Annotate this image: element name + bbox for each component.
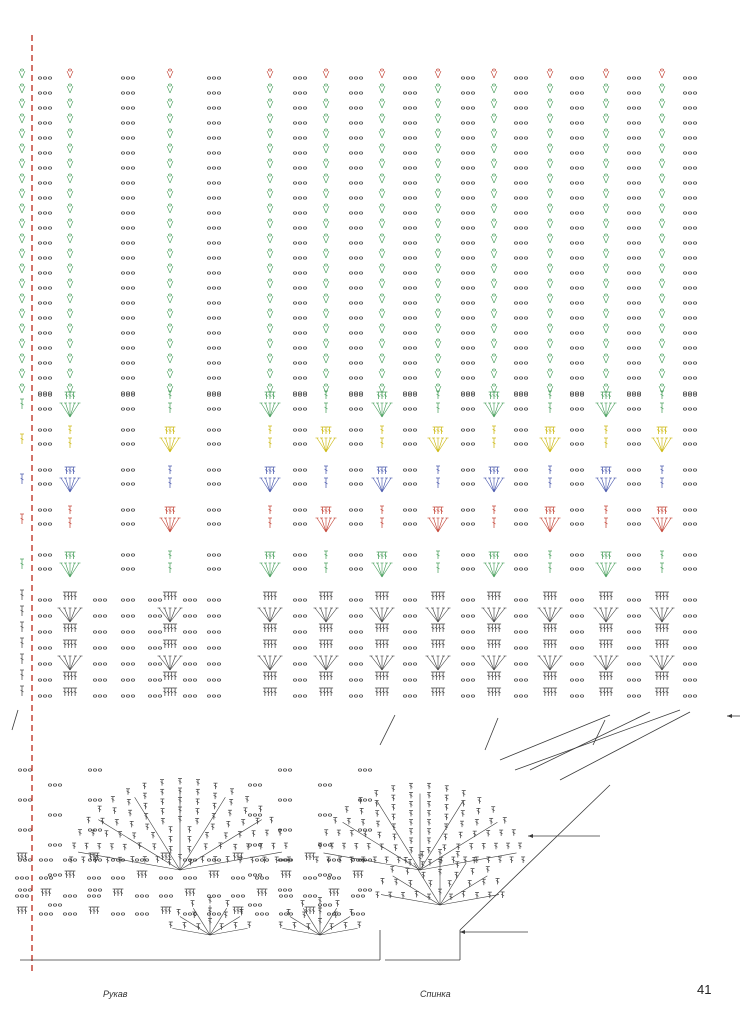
row-marker-arrow-head (727, 714, 732, 718)
upper-pattern-columns (19, 69, 697, 697)
back-label: Спинка (420, 989, 451, 999)
lower-fan-motifs (15, 769, 525, 935)
page-number: 41 (697, 982, 712, 997)
motif-marker-arrow-head (528, 834, 533, 838)
sleeve-label: Рукав (103, 989, 128, 999)
base-marker-arrow-head (460, 930, 465, 934)
